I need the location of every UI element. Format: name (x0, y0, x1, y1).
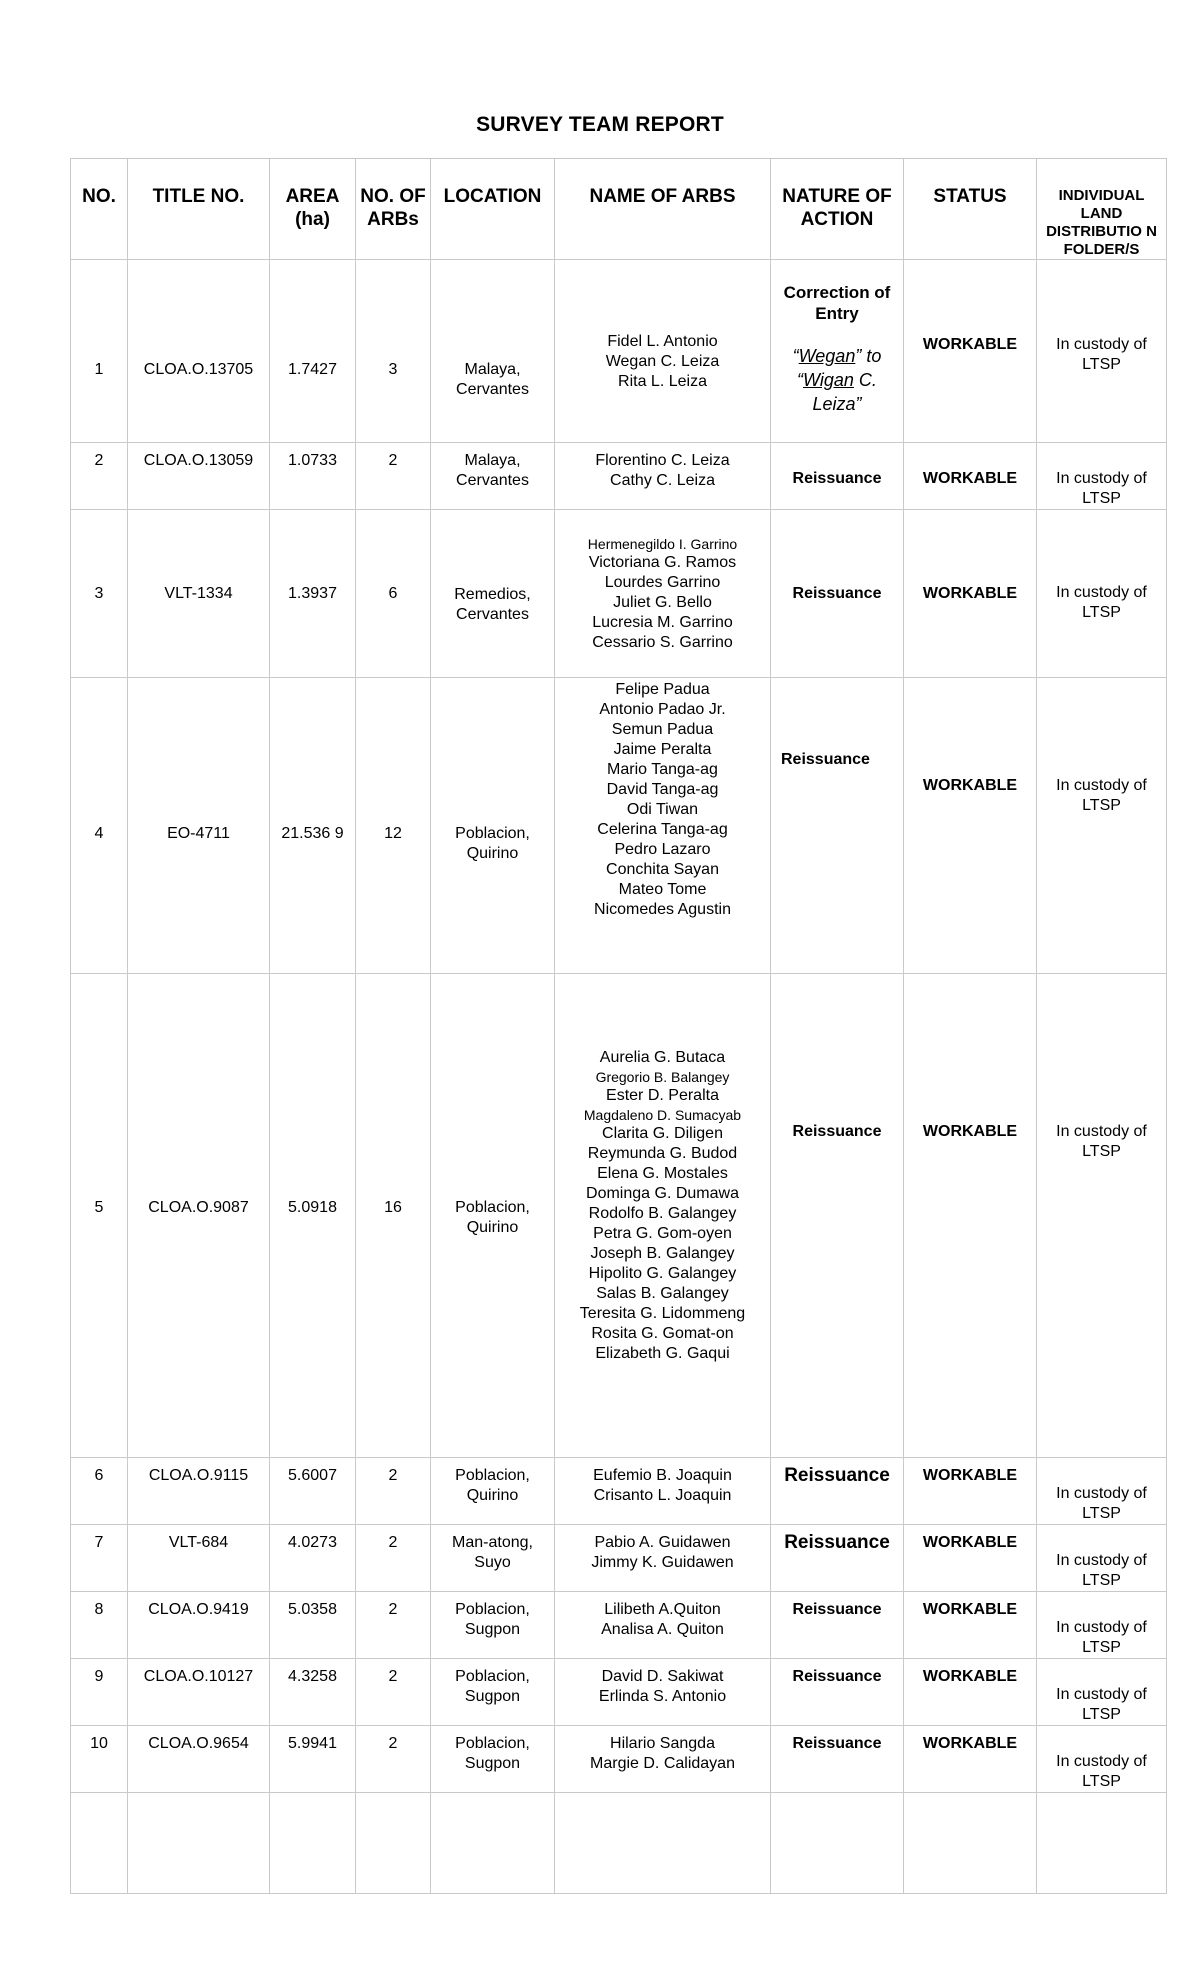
row-no: 4 (71, 678, 128, 974)
row-area: 1.0733 (270, 443, 356, 510)
row-nature-of-action: Reissuance (771, 510, 904, 678)
row-folder: In custody of LTSP (1037, 443, 1167, 510)
row-title-no: CLOA.O.10127 (128, 1659, 270, 1726)
original-name: Wegan (798, 346, 856, 366)
row-arb-names (555, 443, 771, 510)
row-title-no: CLOA.O.13059 (128, 443, 270, 510)
row-area: 5.6007 (270, 1458, 356, 1525)
table-row (71, 1458, 1167, 1525)
arb-name: Salas B. Galangey (596, 1285, 729, 1302)
header-title-no: TITLE NO. (128, 159, 270, 260)
arb-name: Gregorio B. Balangey (595, 1069, 730, 1085)
row-title-no: CLOA.O.9115 (128, 1458, 270, 1525)
table-row (71, 1592, 1167, 1659)
arb-name: Pedro Lazaro (614, 841, 711, 858)
empty-cell (270, 1793, 356, 1894)
arb-name: Jaime Peralta (613, 741, 712, 758)
arb-name: Odi Tiwan (626, 801, 699, 818)
arb-name: Pabio A. Guidawen (594, 1534, 731, 1551)
table-row (71, 1659, 1167, 1726)
row-nature-of-action: Reissuance (771, 974, 904, 1458)
row-status: WORKABLE (904, 1659, 1037, 1726)
arb-name: Crisanto L. Joaquin (593, 1487, 732, 1504)
row-folder: In custody of LTSP (1037, 1592, 1167, 1659)
arb-name: Cessario S. Garrino (592, 633, 733, 651)
header-no: NO. (71, 159, 128, 260)
arb-name: Mario Tanga-ag (607, 761, 718, 778)
row-area: 1.7427 (270, 260, 356, 443)
page-title: SURVEY TEAM REPORT (476, 113, 724, 136)
empty-cell (904, 1793, 1037, 1894)
arb-name: Aurelia G. Butaca (599, 1049, 726, 1066)
arb-name: Teresita G. Lidommeng (579, 1305, 746, 1322)
arb-name: Hermenegildo I. Garrino (587, 535, 738, 552)
row-location: Poblacion, Quirino (431, 974, 555, 1458)
row-nature-of-action (771, 260, 904, 443)
arb-name: Magdaleno D. Sumacyab (583, 1107, 742, 1123)
row-no: 9 (71, 1659, 128, 1726)
arb-name: Mateo Tome (618, 881, 707, 898)
arb-name: Dominga G. Dumawa (586, 1185, 739, 1202)
arb-name: Rosita G. Gomat-on (591, 1325, 734, 1342)
row-title-no: CLOA.O.13705 (128, 260, 270, 443)
empty-cell (128, 1793, 270, 1894)
row-arbs-count: 2 (356, 1659, 431, 1726)
arb-name: Wegan C. Leiza (605, 353, 720, 370)
arb-name: Cathy C. Leiza (610, 472, 715, 489)
arb-name: Analisa A. Quiton (601, 1621, 724, 1638)
arb-name: Celerina Tanga-ag (597, 821, 728, 838)
arb-name: Ester D. Peralta (606, 1087, 719, 1104)
row-no: 10 (71, 1726, 128, 1793)
row-arb-names (555, 974, 771, 1458)
row-status: WORKABLE (904, 974, 1037, 1458)
arb-name: Elizabeth G. Gaqui (595, 1345, 730, 1362)
row-no: 2 (71, 443, 128, 510)
arb-name: Conchita Sayan (606, 861, 719, 878)
row-arbs-count: 2 (356, 1726, 431, 1793)
arb-name: David D. Sakiwat (601, 1668, 724, 1685)
row-title-no: CLOA.O.9654 (128, 1726, 270, 1793)
empty-cell (555, 1793, 771, 1894)
arb-name: Elena G. Mostales (597, 1165, 728, 1182)
row-arb-names (555, 1458, 771, 1525)
row-nature-of-action: Reissuance (771, 1726, 904, 1793)
row-area: 5.0358 (270, 1592, 356, 1659)
row-status: WORKABLE (904, 1592, 1037, 1659)
row-status: WORKABLE (904, 1525, 1037, 1592)
row-status: WORKABLE (904, 1726, 1037, 1793)
empty-table-row (71, 1793, 1167, 1894)
arb-name: Hipolito G. Galangey (588, 1265, 737, 1282)
row-arb-names (555, 678, 771, 974)
row-location: Malaya, Cervantes (431, 443, 555, 510)
table-row (71, 974, 1167, 1458)
survey-report-table (70, 158, 1167, 1894)
table-row (71, 1525, 1167, 1592)
row-arb-names (555, 1659, 771, 1726)
row-folder: In custody of LTSP (1037, 974, 1167, 1458)
row-folder: In custody of LTSP (1037, 1525, 1167, 1592)
arb-name: Antonio Padao Jr. (599, 701, 726, 718)
row-status: WORKABLE (904, 1458, 1037, 1525)
arb-name: Jimmy K. Guidawen (591, 1554, 734, 1571)
row-arb-names (555, 1726, 771, 1793)
row-nature-of-action: Reissuance (771, 678, 904, 974)
arb-name: Erlinda S. Antonio (598, 1688, 727, 1705)
row-arb-names (555, 1592, 771, 1659)
empty-cell (71, 1793, 128, 1894)
row-location: Poblacion, Quirino (431, 678, 555, 974)
quote-mark: “ (792, 346, 799, 366)
header-status: STATUS (904, 159, 1037, 260)
row-location: Remedios, Cervantes (431, 510, 555, 678)
arb-name: Clarita G. Diligen (602, 1125, 723, 1142)
correction-heading: Correction of Entry (783, 283, 891, 323)
empty-cell (1037, 1793, 1167, 1894)
header-location: LOCATION (431, 159, 555, 260)
row-arbs-count: 2 (356, 443, 431, 510)
row-area: 4.3258 (270, 1659, 356, 1726)
row-nature-of-action: Reissuance (771, 443, 904, 510)
row-location: Poblacion, Quirino (431, 1458, 555, 1525)
table-row (71, 678, 1167, 974)
row-status: WORKABLE (904, 510, 1037, 678)
empty-cell (771, 1793, 904, 1894)
row-area: 5.9941 (270, 1726, 356, 1793)
arb-name: Lucresia M. Garrino (592, 613, 733, 631)
row-arbs-count: 2 (356, 1458, 431, 1525)
row-title-no: VLT-684 (128, 1525, 270, 1592)
row-arbs-count: 3 (356, 260, 431, 443)
row-area: 21.536 9 (270, 678, 356, 974)
row-folder: In custody of LTSP (1037, 510, 1167, 678)
table-row (71, 443, 1167, 510)
correction-detail (775, 344, 899, 416)
row-arbs-count: 2 (356, 1592, 431, 1659)
arb-name: Felipe Padua (615, 681, 710, 698)
row-title-no: CLOA.O.9419 (128, 1592, 270, 1659)
arb-name: Rodolfo B. Galangey (588, 1205, 737, 1222)
row-location: Poblacion, Sugpon (431, 1659, 555, 1726)
row-area: 5.0918 (270, 974, 356, 1458)
row-status: WORKABLE (904, 260, 1037, 443)
arb-name: Eufemio B. Joaquin (593, 1467, 732, 1484)
row-area: 4.0273 (270, 1525, 356, 1592)
arb-name: Victoriana G. Ramos (588, 553, 737, 571)
arb-name: Joseph B. Galangey (590, 1245, 735, 1262)
row-folder: In custody of LTSP (1037, 1726, 1167, 1793)
arb-name: Hilario Sangda (610, 1735, 715, 1752)
row-folder: In custody of LTSP (1037, 1659, 1167, 1726)
arb-name: David Tanga-ag (606, 781, 719, 798)
table-header-row (71, 159, 1167, 260)
header-no-of-arbs: NO. OF ARBs (356, 159, 431, 260)
header-name-of-arbs: NAME OF ARBS (555, 159, 771, 260)
row-nature-of-action: Reissuance (771, 1458, 904, 1525)
arb-name: Rita L. Leiza (618, 373, 707, 390)
row-arbs-count: 12 (356, 678, 431, 974)
arb-name: Reymunda G. Budod (587, 1145, 738, 1162)
row-no: 6 (71, 1458, 128, 1525)
correction-suffix: C. Leiza” (812, 370, 877, 414)
table-row (71, 260, 1167, 443)
row-no: 1 (71, 260, 128, 443)
arb-name: Nicomedes Agustin (594, 901, 731, 918)
row-nature-of-action: Reissuance (771, 1592, 904, 1659)
row-nature-of-action: Reissuance (771, 1659, 904, 1726)
header-area: AREA (ha) (270, 159, 356, 260)
row-folder: In custody of LTSP (1037, 678, 1167, 974)
row-status: WORKABLE (904, 678, 1037, 974)
header-nature-of-action: NATURE OF ACTION (771, 159, 904, 260)
row-no: 5 (71, 974, 128, 1458)
row-arb-names (555, 260, 771, 443)
arb-name: Fidel L. Antonio (607, 333, 718, 350)
arb-name: Semun Padua (611, 721, 714, 738)
table-row (71, 1726, 1167, 1793)
row-title-no: VLT-1334 (128, 510, 270, 678)
arb-name: Margie D. Calidayan (590, 1755, 735, 1772)
row-nature-of-action: Reissuance (771, 1525, 904, 1592)
arb-name: Lourdes Garrino (604, 573, 721, 591)
arb-name: Lilibeth A.Quiton (604, 1601, 721, 1618)
row-arbs-count: 16 (356, 974, 431, 1458)
row-location: Man-atong, Suyo (431, 1525, 555, 1592)
row-arbs-count: 2 (356, 1525, 431, 1592)
row-folder: In custody of LTSP (1037, 260, 1167, 443)
arb-name: Petra G. Gom-oyen (593, 1225, 732, 1242)
empty-cell (356, 1793, 431, 1894)
arb-name: Juliet G. Bello (613, 593, 712, 611)
row-title-no: CLOA.O.9087 (128, 974, 270, 1458)
corrected-name: Wigan (803, 370, 854, 390)
header-land-distribution-folder: INDIVIDUAL LAND DISTRIBUTIO N FOLDER/S (1037, 159, 1167, 260)
row-folder: In custody of LTSP (1037, 1458, 1167, 1525)
row-no: 3 (71, 510, 128, 678)
row-location: Poblacion, Sugpon (431, 1726, 555, 1793)
row-arb-names (555, 510, 771, 678)
arb-name: Florentino C. Leiza (595, 452, 730, 469)
row-no: 7 (71, 1525, 128, 1592)
correction-connector: ” to “ (797, 346, 882, 390)
row-status: WORKABLE (904, 443, 1037, 510)
table-row (71, 510, 1167, 678)
row-arbs-count: 6 (356, 510, 431, 678)
row-area: 1.3937 (270, 510, 356, 678)
row-arb-names (555, 1525, 771, 1592)
row-no: 8 (71, 1592, 128, 1659)
row-location: Poblacion, Sugpon (431, 1592, 555, 1659)
row-location: Malaya, Cervantes (431, 260, 555, 443)
row-title-no: EO-4711 (128, 678, 270, 974)
empty-cell (431, 1793, 555, 1894)
